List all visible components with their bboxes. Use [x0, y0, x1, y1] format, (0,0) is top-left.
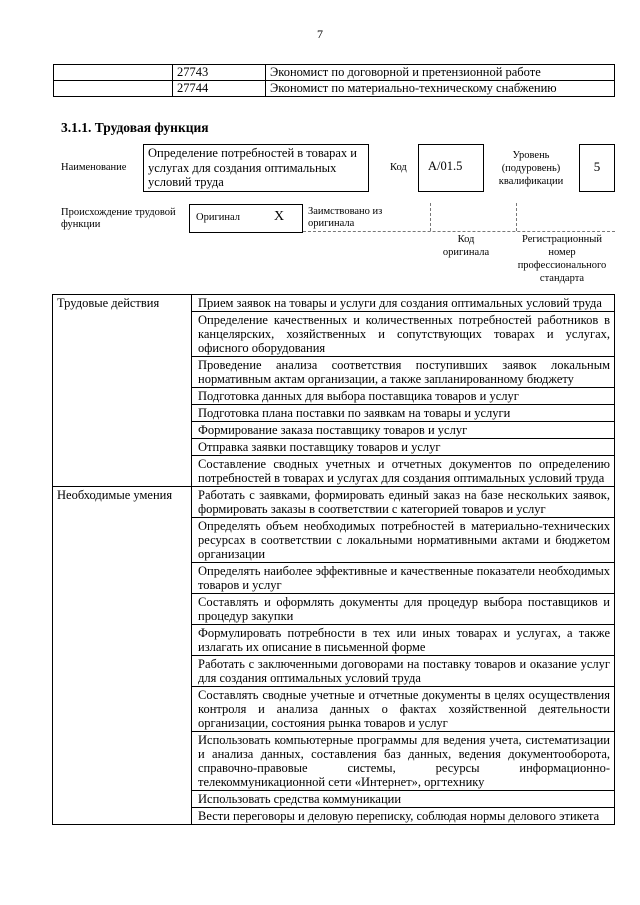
level-value: 5: [593, 159, 601, 174]
table-row: [53, 295, 615, 312]
name-label: Наименование: [61, 162, 127, 173]
list-item: Подготовка плана поставки по заявкам на товары и услуги: [192, 405, 615, 422]
name-box: [143, 144, 369, 192]
list-item: Вести переговоры и деловую переписку, соблюдая нормы делового этикета: [192, 808, 615, 825]
code-cell: 27744: [173, 81, 266, 97]
list-item: Определять наиболее эффективные и качественные показатели необходимых товаров и услуг: [192, 563, 615, 594]
origin-label: Происхождение трудовой функции: [61, 207, 176, 230]
codes-table-blank-cell: [54, 81, 173, 97]
dashed-divider: [430, 203, 431, 231]
title-cell: Экономист по договорной и претензионной работе: [266, 65, 615, 81]
code-cell: 27743: [173, 65, 266, 81]
list-item: Прием заявок на товары и услуги для создания оптимальных условий труда: [192, 295, 615, 312]
title-cell: Экономист по материально-техническому снабжению: [266, 81, 615, 97]
list-item: Отправка заявки поставщику товаров и услуг: [192, 439, 615, 456]
code-label: Код: [390, 162, 407, 173]
name-value: Определение потребностей в товарах и услугах для создания оптимальных условий труда: [148, 146, 357, 189]
list-item: Составлять и оформлять документы для процедур выбора поставщиков и процедур закупки: [192, 594, 615, 625]
required-skills-section: [53, 487, 615, 825]
reg-number-label: Регистрационный номер профессионального стандарта: [517, 234, 607, 284]
table-row: [54, 81, 615, 97]
original-box: [189, 204, 303, 233]
list-item: Подготовка данных для выбора поставщика товаров и услуг: [192, 388, 615, 405]
dashed-line: [303, 231, 615, 232]
list-item: Использовать средства коммуникации: [192, 791, 615, 808]
list-item: Работать с заявками, формировать единый заказ на базе нескольких заявок, формировать заказы в соответствии с категорией товаров и услуг: [192, 487, 615, 518]
list-item: Формулировать потребности в тех или иных товарах и услугах, а также излагать их описание в письменной форме: [192, 625, 615, 656]
list-item: Определение качественных и количественных потребностей работников в канцелярских, хозяйственных и сопутствующих товарах и услугах, офисного оборудования: [192, 312, 615, 357]
list-item: Определять объем необходимых потребностей в материально-технических ресурсах в соответствии с локальными нормативными актами и бюджетом организации: [192, 518, 615, 563]
list-item: Составление сводных учетных и отчетных документов по определению потребностей в товарах и услугах для создания оптимальных условий труда: [192, 456, 615, 487]
codes-table: [53, 64, 615, 97]
borrowed-label: Заимствовано из оригинала: [308, 206, 383, 229]
original-label: Оригинал: [196, 212, 240, 223]
code-value: A/01.5: [428, 159, 463, 173]
code-original-label: Код оригинала: [442, 234, 490, 258]
labor-actions-label: Трудовые действия: [53, 295, 192, 487]
code-box: [418, 144, 484, 192]
page-number: 7: [317, 27, 323, 41]
level-label: Уровень (подуровень) квалификации: [498, 150, 564, 187]
original-mark: X: [274, 209, 285, 224]
list-item: Формирование заказа поставщику товаров и услуг: [192, 422, 615, 439]
level-box: [579, 144, 615, 192]
table-row: [54, 65, 615, 81]
dashed-divider: [516, 203, 517, 231]
list-item: Составлять сводные учетные и отчетные документы в целях осуществления контроля и анализа данных о фактах хозяйственной деятельности организации, состояния рынка товаров и услуг: [192, 687, 615, 732]
list-item: Работать с заключенными договорами на поставку товаров и оказание услуг для создания оптимальных условий труда: [192, 656, 615, 687]
list-item: Проведение анализа соответствия поступивших заявок локальным нормативным актам организации, а также запланированному бюджету: [192, 357, 615, 388]
function-details-table: [52, 294, 615, 825]
labor-actions-section: [53, 295, 615, 487]
section-title: 3.1.1. Трудовая функция: [61, 120, 209, 135]
table-row: [53, 487, 615, 518]
required-skills-label: Необходимые умения: [53, 487, 192, 825]
codes-table-blank-cell: [54, 65, 173, 81]
list-item: Использовать компьютерные программы для ведения учета, систематизации и анализа данных, составления баз данных, ведения документооборота, справочно-правовые системы, ресурсы информационно-телекоммуникационной сети «Интернет», оргтехнику: [192, 732, 615, 791]
